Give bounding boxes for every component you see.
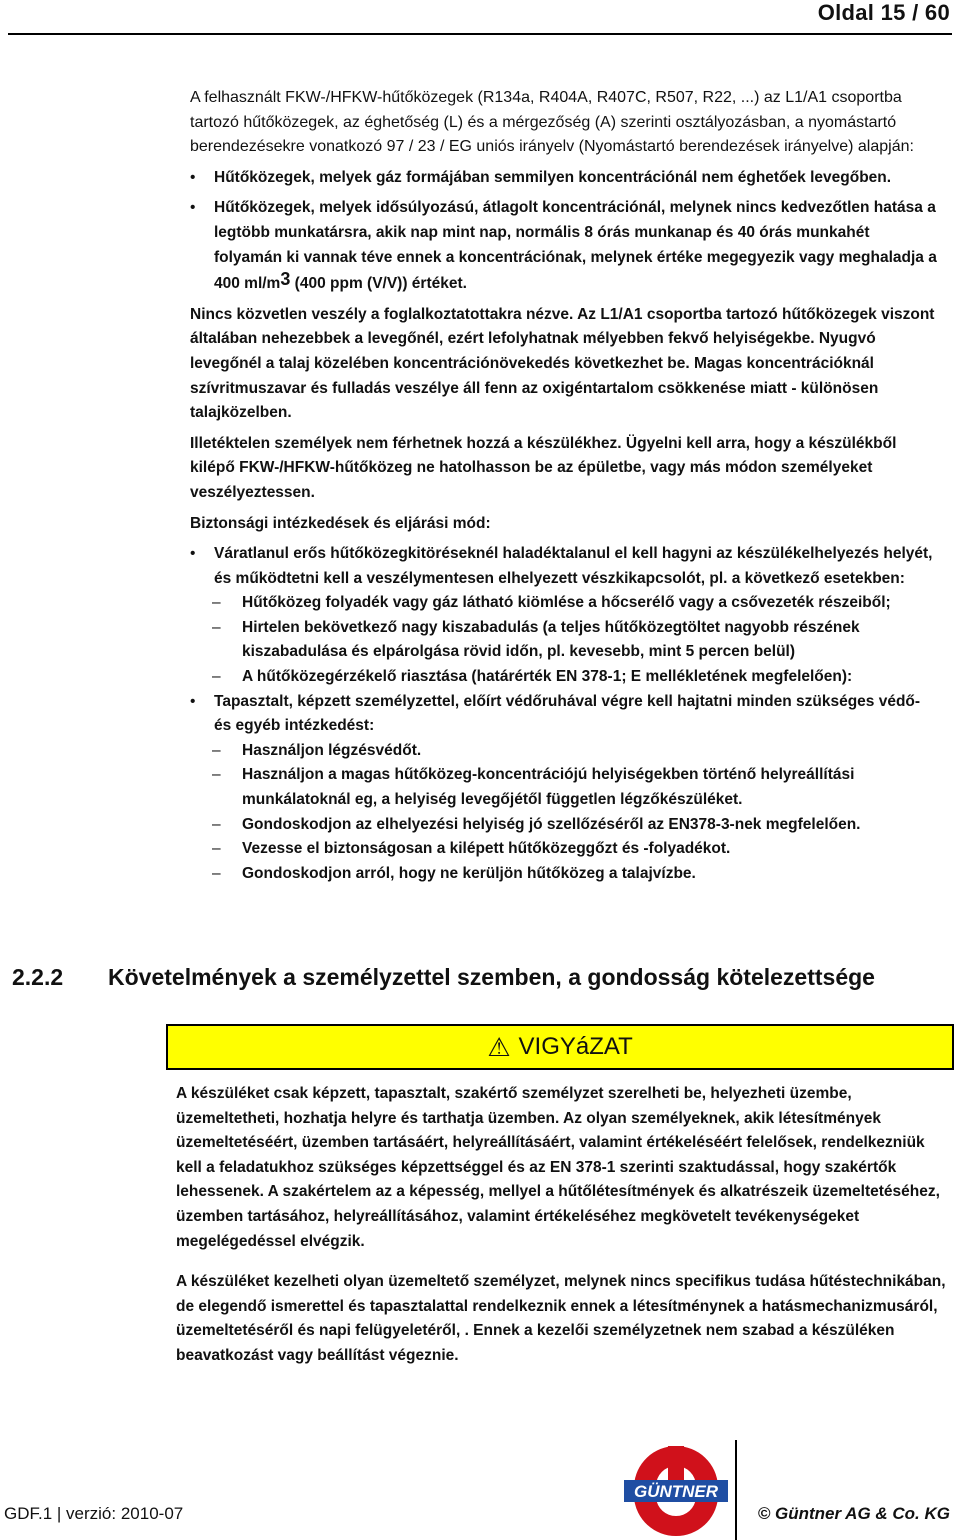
- intro-bullet: • Hűtőközegek, melyek gáz formájában semmilyen koncentrációnál nem éghetőek levegőben.: [190, 166, 940, 191]
- section-heading: [12, 964, 875, 991]
- warning-content: [176, 1082, 951, 1369]
- dash-item: – A hűtőközegérzékelő riasztása (határérték EN 378-1; E mellékletének megfelelően):: [190, 665, 940, 690]
- dash-item: – Hűtőközeg folyadék vagy gáz látható kiömlése a hőcserélő vagy a csővezeték részeiből;: [190, 591, 940, 616]
- dash-item: – Hirtelen bekövetkező nagy kiszabadulás (a teljes hűtőközegtöltet nagyobb részének kiszabadulása és elpárolgása rövid időn, pl. kevesebb, mint 5 percen belül): [190, 616, 940, 665]
- dash-item: – Használjon a magas hűtőközeg-koncentrációjú helyiségekben történő helyreállítási munkálatoknál eg, a helyiség levegőjétől független légzőkészüléket.: [190, 763, 940, 812]
- measure-bullet: [190, 542, 940, 690]
- logo-text: GÜNTNER: [633, 1482, 719, 1501]
- warning-triangle-icon: ⚠: [487, 1031, 511, 1062]
- measure-text: Tapasztalt, képzett személyzettel, előírt védőruhával végre kell hajtatni minden szükséges védő- és egyéb intézkedést:: [214, 692, 921, 735]
- warning-label: VIGYáZAT: [518, 1033, 633, 1060]
- measure-dash-list: [214, 739, 940, 887]
- intro-bullet: [190, 196, 940, 296]
- warning-banner: [166, 1024, 954, 1070]
- dash-item: – Vezesse el biztonságosan a kilépett hűtőközeggőzt és -folyadékot.: [190, 837, 940, 862]
- section-title: Követelmények a személyzettel szemben, a gondosság kötelezettsége: [108, 964, 875, 990]
- guentner-logo: [622, 1442, 730, 1538]
- danger-paragraph: Nincs közvetlen veszély a foglalkoztatottakra nézve. Az L1/A1 csoportba tartozó hűtőközegek viszont általában nehezebbek a levegőnél, ezért lefolyhatnak mélyebben fekvő helyiségekbe. Nyugvó levegőnél a talaj közelében koncentrációnövekedés következhet be. Magas koncentrációknál szívritmuszavar és fulladás veszélye áll fenn az oxigéntartalom csökkenése miatt - különösen talajközelben.: [190, 305, 935, 422]
- header-divider: [8, 33, 952, 35]
- warning-paragraph: A készüléket csak képzett, tapasztalt, szakértő személyzet szerelheti be, helyezheti üzembe, üzemeltetheti, hozhatja helyre és tarthatja üzemben. Az olyan személyeknek, akik létesítmények üzemeltetéséért, üzemben tartásáért, helyreállításáért, valamint értékeléséért felelősek, rendelkezniük kell a feladatukhoz szükséges képzettséggel és az EN 378-1 szerinti szaktudással, hogy szakértők lehessenek. A szakértelem az a képesség, mellyel a hűtőlétesítmények és alkatrészeik üzemeltetéséhez, üzemben tartásához, helyreállításához, valamint értékeléséhez megkövetelt tevékenységeket megelégedéssel elvégzik.: [176, 1085, 940, 1250]
- bullet-text: Hűtőközegek, melyek idősúlyozású, átlagolt koncentrációnál, melynek nincs kedvezőtlen hatása a legtöbb munkatársra, akik nap mint nap, normális 8 órás munkanap és 40 órás munkahét folyamán ki vannak téve ennek a koncentrációnak, melynek értéke megegyezik vagy meghaladja a 400 ml/m: [214, 199, 937, 293]
- superscript: 3: [280, 269, 291, 290]
- dash-item: – Gondoskodjon az elhelyezési helyiség jó szellőzéséről az EN378-3-nek megfelelően.: [190, 813, 940, 838]
- section-number: 2.2.2: [12, 964, 64, 990]
- main-content: [190, 86, 940, 886]
- warning-paragraph: A készüléket kezelheti olyan üzemeltető személyzet, melynek nincs specifikus tudása hűtéstechnikában, de elegendő ismerettel és tapasztalattal rendelkeznik ennek a létesítménynek a hatásmechanizmusáról, üzemeltetéséről és napi felügyeletéről, . Ennek a kezelői személyzetnek nem szabad a készüléken beavatkozást vagy beállítást végeznie.: [176, 1273, 946, 1364]
- measure-bullet: [190, 690, 940, 887]
- footer-divider: [735, 1440, 737, 1540]
- measure-dash-list: [214, 591, 940, 689]
- dash-item: – Gondoskodjon arról, hogy ne kerüljön hűtőközeg a talajvízbe.: [190, 862, 940, 887]
- footer-version: GDF.1 | verzió: 2010-07: [4, 1504, 184, 1523]
- dash-item: – Használjon légzésvédőt.: [190, 739, 940, 764]
- intro-paragraph: A felhasznált FKW-/HFKW-hűtőközegek (R134a, R404A, R407C, R507, R22, ...) az L1/A1 csoportba tartozó hűtőközegek, az éghetőség (L) és a mérgezőség (A) szerinti osztályozásban, a nyomástartó berendezésekre vonatkozó 97 / 23 / EG uniós irányelv (Nyomástartó berendezések irányelve) alapján:: [190, 89, 914, 156]
- page-number: Oldal 15 / 60: [817, 0, 950, 25]
- measures-heading: Biztonsági intézkedések és eljárási mód:: [190, 514, 491, 532]
- measures-list: [190, 542, 940, 886]
- footer-copyright: © Güntner AG & Co. KG: [757, 1504, 950, 1523]
- intro-bullet-list: [190, 166, 940, 297]
- measure-text: Váratlanul erős hűtőközegkitöréseknél haladéktalanul el kell hagyni az készülékelhelyezés helyét, és működtetni kell a veszélymentesen elhelyezett vészkikapcsolót, pl. a következő esetekben:: [214, 545, 933, 587]
- access-paragraph: Illetéktelen személyek nem férhetnek hozzá a készülékhez. Ügyelni kell arra, hogy a készülékből kilépő FKW-/HFKW-hűtőközeg ne hatolhasson be az épületbe, vagy más módon személyeket veszélyeztessen.: [190, 434, 897, 501]
- bullet-text: (400 ppm (V/V)) értéket.: [290, 275, 467, 293]
